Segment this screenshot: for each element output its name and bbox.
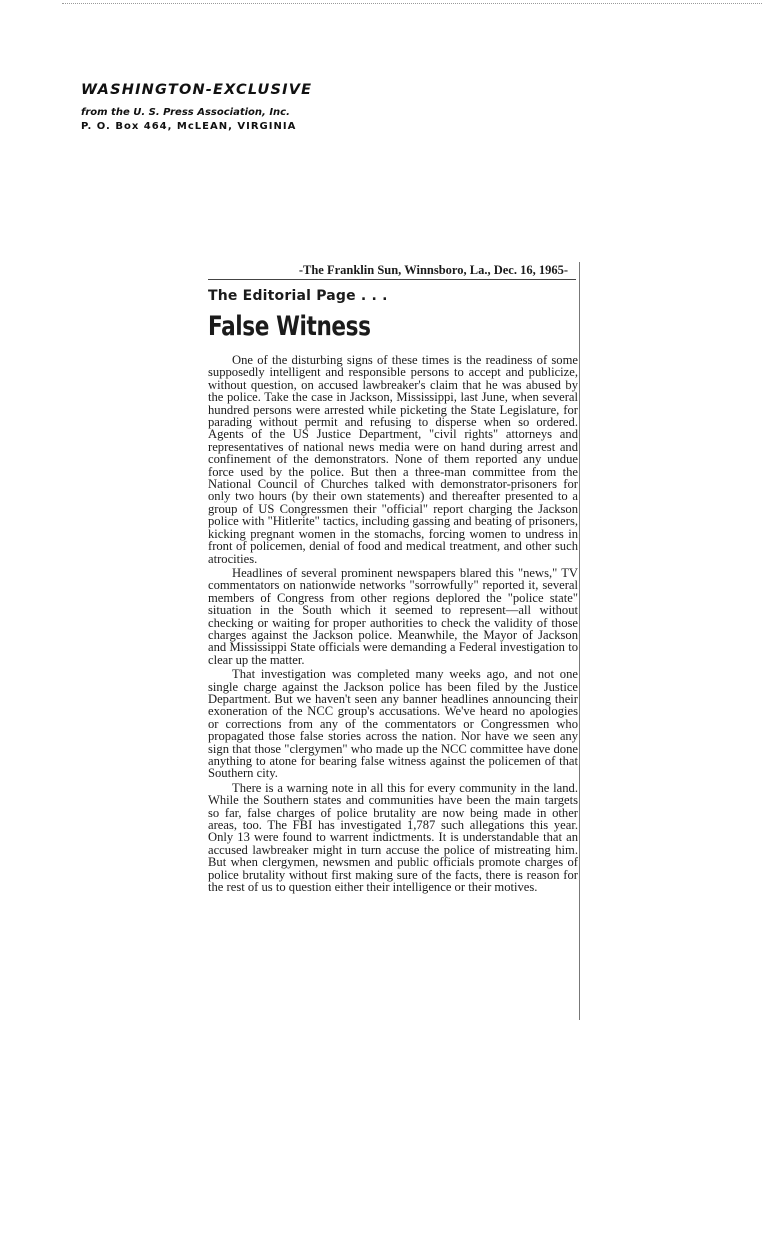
newspaper-clipping <box>208 262 580 1022</box>
article-headline: False Witness <box>208 311 371 342</box>
letterhead-address: P. O. Box 464, McLEAN, VIRGINIA <box>81 121 297 132</box>
letterhead-title: WASHINGTON-EXCLUSIVE <box>81 82 313 98</box>
letterhead <box>81 82 312 132</box>
letterhead-publisher: from the U. S. Press Association, Inc. <box>81 107 290 118</box>
clipping-source-line: -The Franklin Sun, Winnsboro, La., Dec. 16, 1965- <box>298 263 568 277</box>
article-paragraph: There is a warning note in all this for every community in the land. While the Southern states and communities have been the main targets so far, false charges of police brutality are now being made in other areas, too. The FBI has investigated 1,787 such allegations this year. Only 13 were found to warrent indictments. It is understandable that an accused lawbreaker might in turn accuse the police of mistreating him. But when clergymen, newsmen and public officials promote charges of police brutality without first making sure of the facts, there is reason for the rest of us to question either their intelligence or their motives. <box>208 780 578 895</box>
article-paragraph: That investigation was completed many weeks ago, and not one single charge against the Jackson police has been filed by the Justice Department. But we haven't seen any banner headlines announcing their exoneration of the NCC group's accusations. We've heard no apologies or corrections from any of the commentators or Congressmen who propagated those false stories across the nation. Nor have we seen any sign that those "clergymen" who made up the NCC committee have done anything to atone for bearing false witness against the policemen of that Southern city. <box>208 667 578 781</box>
article-paragraph: Headlines of several prominent newspapers blared this "news," TV commentators on nationwide networks "sorrowfully" reported it, several members of Congress from other regions deplored the "police state" situation in the South which it seemed to represent—all without checking or waiting for proper authorities to check the validity of those charges against the Jackson police. Meanwhile, the Mayor of Jackson and Mississippi State officials were demanding a Federal investigation to clear up the matter. <box>208 565 578 667</box>
scan-top-edge <box>62 3 762 4</box>
section-title: The Editorial Page . . . <box>208 288 388 304</box>
article-paragraph: One of the disturbing signs of these times is the readiness of some supposedly intelligent and responsible persons to accept and publicize, without question, on accused lawbreaker's claim that he was abused by the police. Take the case in Jackson, Mississippi, last June, when several hundred persons were arrested while picketing the State Legislature, for parading without permit and refusing to disperse when so ordered. Agents of the US Justice Department, "civil rights" attorneys and representatives of national news media were on hand during arrest and confinement of the demonstrators. None of them reported any undue force used by the police. But then a three-man committee from the National Council of Churches talked with demonstrator-prisoners for only two hours (by their own statements) and thereafter presented to a group of US Congressmen their "official" report charging the Jackson police with "Hitlerite" tactics, including gassing and beating of prisoners, kicking pregnant women in the stomachs, forcing women to undress in front of policemen, denial of food and medical treatment, and other such atrocities. <box>208 353 578 566</box>
source-divider <box>208 279 576 280</box>
article-body <box>208 354 578 893</box>
